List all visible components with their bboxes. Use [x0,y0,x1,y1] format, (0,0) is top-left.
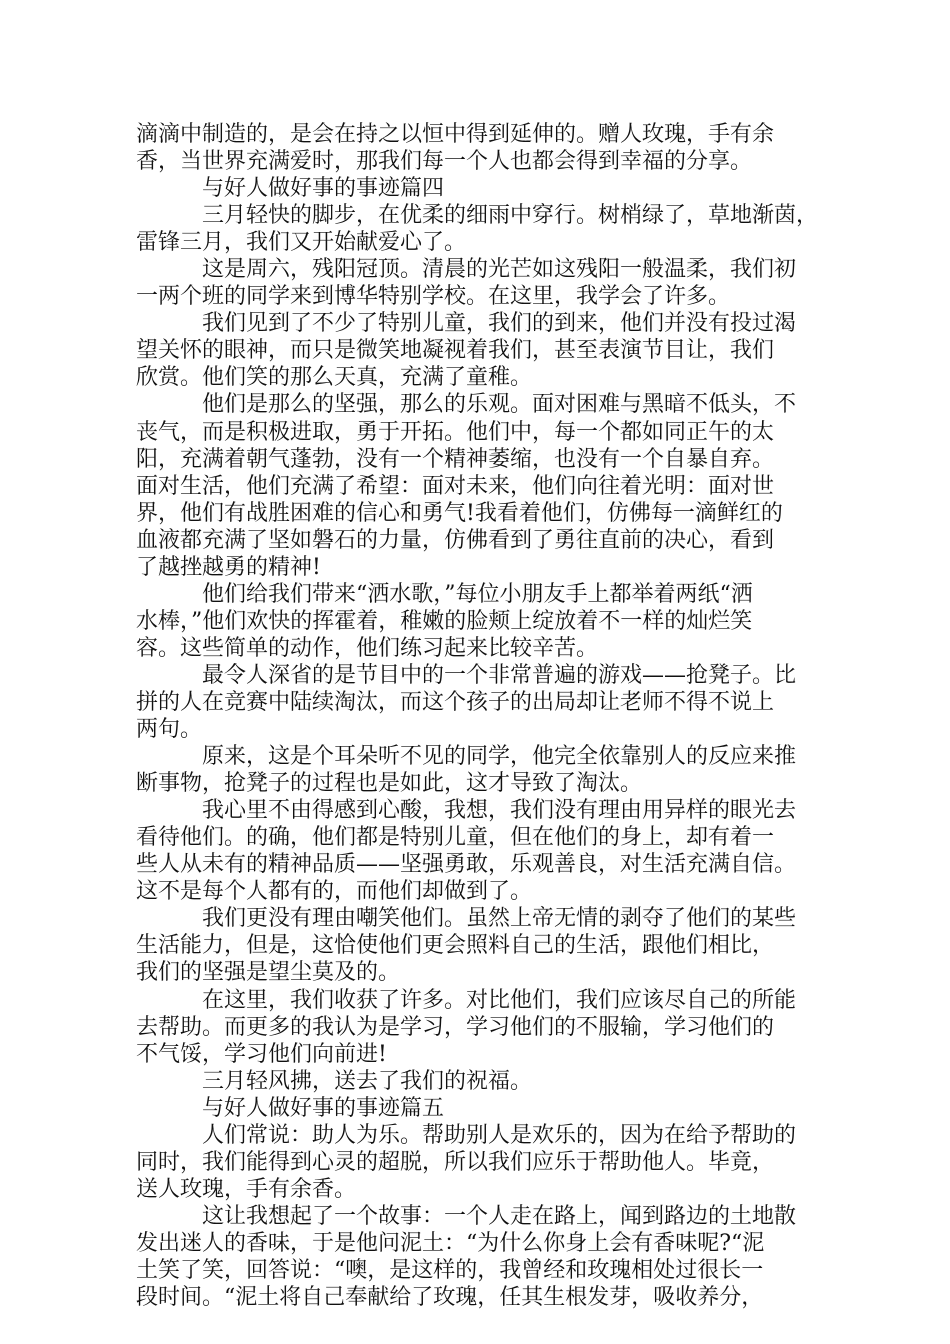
body-text [136,121,822,1311]
text-line: 拼的人在竞赛中陆续淘汰，而这个孩子的出局却让老师不得不说上 [136,689,775,715]
text-line: 丧气，而是积极进取，勇于开拓。他们中，每一个都如同正午的太 [136,419,775,445]
text-line: 三月轻风拂，送去了我们的祝福。 [202,1068,533,1094]
text-line: 看待他们。的确，他们都是特别儿童，但在他们的身上，却有着一 [136,825,775,851]
text-line: 血液都充满了坚如磐石的力量，仿佛看到了勇往直前的决心，看到 [136,527,775,553]
text-line: 发出迷人的香味，于是他问泥土：“为什么你身上会有香味呢?“泥 [136,1230,765,1256]
text-line: 他们给我们带来“洒水歌，”每位小朋友手上都举着两纸“洒 [202,581,753,607]
text-line: 不气馁，学习他们向前进! [136,1041,387,1067]
text-line: 断事物，抢凳子的过程也是如此，这才导致了淘汰。 [136,771,643,797]
text-line: 面对生活，他们充满了希望：面对未来，他们向往着光明：面对世 [136,473,775,499]
text-line: 些人从未有的精神品质——坚强勇敢，乐观善良，对生活充满自信。 [136,852,797,878]
text-line: 原来，这是个耳朵听不见的同学，他完全依靠别人的反应来推 [202,744,797,770]
text-line: 欣赏。他们笑的那么天真，充满了童稚。 [136,365,533,391]
text-line: 人们常说：助人为乐。帮助别人是欢乐的，因为在给予帮助的 [202,1122,797,1148]
text-line: 我们见到了不少了特别儿童，我们的到来，他们并没有投过渴 [202,311,797,337]
text-line: 雷锋三月，我们又开始献爱心了。 [136,230,467,256]
text-line: 两句。 [136,717,203,743]
text-line: 望关怀的眼神，而只是微笑地凝视着我们，甚至表演节目让，我们 [136,338,775,364]
text-line: 这不是每个人都有的，而他们却做到了。 [136,879,533,905]
text-line: 土笑了笑，回答说：“噢，是这样的，我曾经和玫瑰相处过很长一 [136,1257,764,1283]
text-line: 滴滴中制造的，是会在持之以恒中得到延伸的。赠人玫瑰，手有余 [136,122,775,147]
text-line: 一两个班的同学来到博华特别学校。在这里，我学会了许多。 [136,284,731,310]
text-line: 与好人做好事的事迹篇五 [202,1095,445,1121]
text-line: 同时，我们能得到心灵的超脱，所以我们应乐于帮助他人。毕竟， [136,1149,775,1175]
text-line: 阳，充满着朝气蓬勃，没有一个精神萎缩，也没有一个自暴自弃。 [136,446,775,472]
text-line: 香，当世界充满爱时，那我们每一个人也都会得到幸福的分享。 [136,149,753,175]
text-line: 与好人做好事的事迹篇四 [202,176,445,202]
text-line: 在这里，我们收获了许多。对比他们，我们应该尽自己的所能 [202,987,797,1013]
text-line: 这是周六，残阳冠顶。清晨的光芒如这残阳一般温柔，我们初 [202,257,797,283]
text-line: 段时间。“泥土将自己奉献给了玫瑰，任其生根发芽，吸收养分， [136,1285,764,1311]
text-line: 水棒，”他们欢快的挥霍着，稚嫩的脸颊上绽放着不一样的灿烂笑 [136,608,753,634]
text-line: 了越挫越勇的精神! [136,554,321,580]
text-line: 容。这些简单的动作，他们练习起来比较辛苦。 [136,635,599,661]
text-line: 我们的坚强是望尘莫及的。 [136,960,401,986]
text-line: 最令人深省的是节目中的一个非常普遍的游戏——抢凳子。比 [202,662,797,688]
text-line: 我心里不由得感到心酸，我想，我们没有理由用异样的眼光去 [202,798,797,824]
text-line: 去帮助。而更多的我认为是学习，学习他们的不服输，学习他们的 [136,1014,775,1040]
text-line: 送人玫瑰，手有余香。 [136,1176,357,1202]
text-line: 这让我想起了一个故事：一个人走在路上，闻到路边的土地散 [202,1203,797,1229]
text-line: 他们是那么的坚强，那么的乐观。面对困难与黑暗不低头，不 [202,392,797,418]
text-line: 生活能力，但是，这恰使他们更会照料自己的生活，跟他们相比， [136,933,775,959]
text-line: 界，他们有战胜困难的信心和勇气!我看着他们，仿佛每一滴鲜红的 [136,500,783,526]
text-line: 三月轻快的脚步，在优柔的细雨中穿行。树梢绿了，草地渐茵， [202,203,819,229]
text-line: 我们更没有理由嘲笑他们。虽然上帝无情的剥夺了他们的某些 [202,906,797,932]
